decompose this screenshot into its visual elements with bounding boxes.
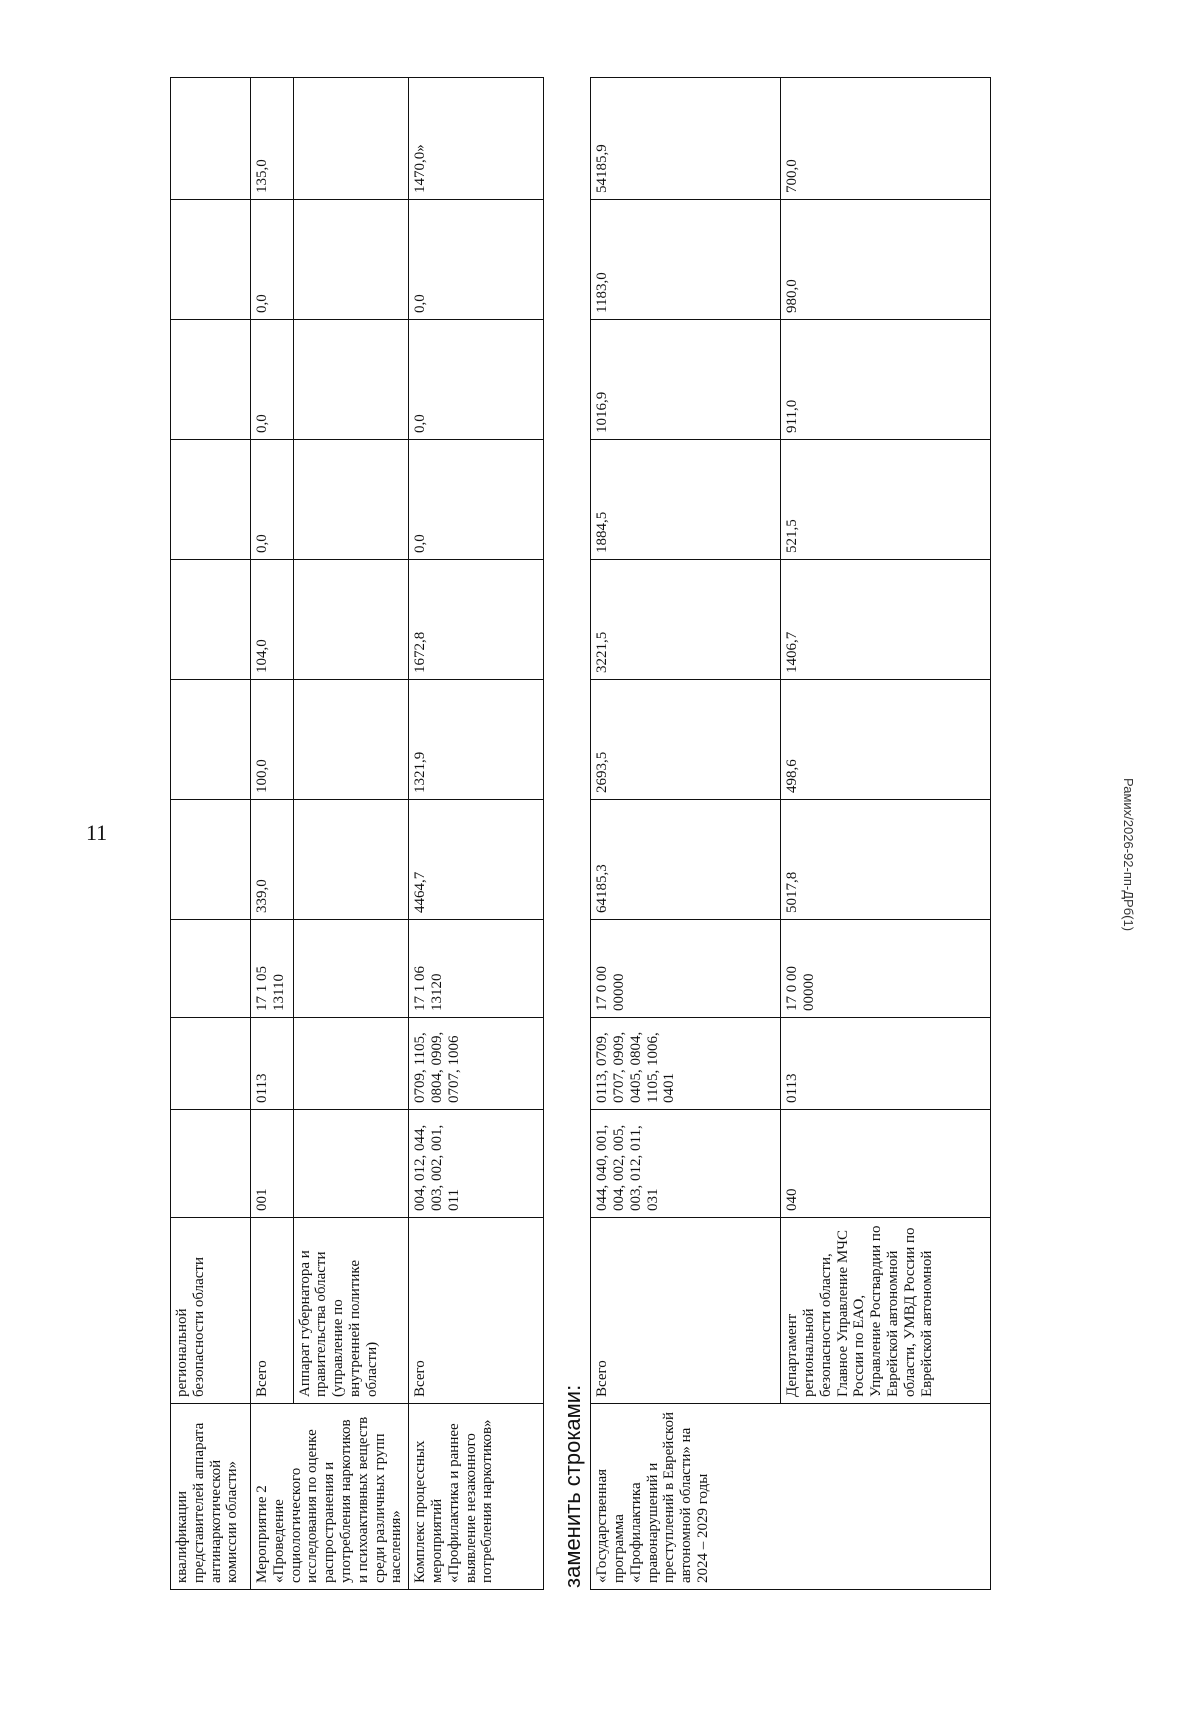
value-cell: 0,0 (409, 440, 544, 560)
table-row (251, 78, 294, 1590)
measure-name-cell: Комплекс процессных мероприятий «Профилактика и раннее выявление незаконного потребления наркотиков» (409, 1404, 544, 1590)
rz-cell: 0113 (781, 1018, 991, 1110)
executor-cell: Всего (251, 1218, 294, 1404)
page-number: 11 (86, 820, 108, 845)
value-cell: 1406,7 (781, 560, 991, 680)
csr-cell (171, 920, 251, 1018)
value-cell: 980,0 (781, 200, 991, 320)
document-code: Рамиx/2026-92-пп-ДРб(1) (1121, 778, 1136, 932)
value-cell (293, 680, 409, 800)
value-cell: 54185,9 (591, 78, 781, 200)
executor-cell: Всего (409, 1218, 544, 1404)
executor-cell: Департамент региональной безопасности области, Главное Управление МЧС России по ЕАО, Управление Росгвардии по Еврейской автономной области, УМВД России по Еврейской автономной (781, 1218, 991, 1404)
measure-name-cell: Мероприятие 2 «Проведение социологического исследования по оценке распространения и употребления наркотиков и психоактивных веществ среди различных групп населения» (251, 1404, 409, 1590)
value-cell (171, 320, 251, 440)
value-cell: 1672,8 (409, 560, 544, 680)
csr-cell: 17 1 06 13120 (409, 920, 544, 1018)
table-row (409, 78, 544, 1590)
program-name-cell: «Государственная программа «Профилактика правонарушений и преступлений в Еврейской автономной области» на 2024 – 2029 годы (591, 1404, 991, 1590)
upper-table (170, 77, 544, 1590)
value-cell (171, 800, 251, 920)
measure-name-cell: квалификации представителей аппарата антинаркотической комиссии области» (171, 1404, 251, 1590)
value-cell: 911,0 (781, 320, 991, 440)
value-cell: 5017,8 (781, 800, 991, 920)
value-cell: 1884,5 (591, 440, 781, 560)
table-row (781, 78, 991, 1590)
grbs-cell (293, 1110, 409, 1218)
value-cell: 100,0 (251, 680, 294, 800)
grbs-cell: 040 (781, 1110, 991, 1218)
csr-cell: 17 1 05 13110 (251, 920, 294, 1018)
value-cell: 104,0 (251, 560, 294, 680)
executor-cell: Аппарат губернатора и правительства области (управление по внутренней политике области) (293, 1218, 409, 1404)
value-cell: 521,5 (781, 440, 991, 560)
value-cell: 0,0 (409, 200, 544, 320)
value-cell: 700,0 (781, 78, 991, 200)
executor-cell: Всего (591, 1218, 781, 1404)
lower-table (590, 77, 991, 1590)
value-cell: 0,0 (409, 320, 544, 440)
value-cell: 2693,5 (591, 680, 781, 800)
value-cell: 0,0 (251, 320, 294, 440)
rz-cell (171, 1018, 251, 1110)
table-row (293, 78, 409, 1590)
csr-cell (293, 920, 409, 1018)
grbs-cell: 044, 040, 001, 004, 002, 005, 003, 012, 011, 031 (591, 1110, 781, 1218)
value-cell: 339,0 (251, 800, 294, 920)
value-cell (171, 440, 251, 560)
table-row (591, 78, 781, 1590)
grbs-cell: 001 (251, 1110, 294, 1218)
value-cell (293, 320, 409, 440)
value-cell: 0,0 (251, 440, 294, 560)
value-cell (171, 78, 251, 200)
value-cell (171, 200, 251, 320)
value-cell: 1016,9 (591, 320, 781, 440)
value-cell (293, 440, 409, 560)
rz-cell: 0113, 0709, 0707, 0909, 0405, 0804, 1105, 1006, 0401 (591, 1018, 781, 1110)
csr-cell: 17 0 00 00000 (781, 920, 991, 1018)
value-cell (293, 78, 409, 200)
value-cell: 135,0 (251, 78, 294, 200)
value-cell: 4464,7 (409, 800, 544, 920)
table-row (171, 78, 251, 1590)
value-cell (171, 680, 251, 800)
value-cell: 1321,9 (409, 680, 544, 800)
executor-cell: региональной безопасности области (171, 1218, 251, 1404)
rz-cell: 0709, 1105, 0804, 0909, 0707, 1006 (409, 1018, 544, 1110)
rz-cell: 0113 (251, 1018, 294, 1110)
value-cell (293, 560, 409, 680)
value-cell: 1470,0» (409, 78, 544, 200)
value-cell: 64185,3 (591, 800, 781, 920)
rotated-content (170, 70, 1070, 1590)
value-cell: 1183,0 (591, 200, 781, 320)
value-cell: 498,6 (781, 680, 991, 800)
csr-cell: 17 0 00 00000 (591, 920, 781, 1018)
value-cell (293, 800, 409, 920)
value-cell (293, 200, 409, 320)
replace-heading: заменить строками: (560, 1384, 586, 1588)
grbs-cell: 004, 012, 044, 003, 002, 001, 011 (409, 1110, 544, 1218)
value-cell: 3221,5 (591, 560, 781, 680)
grbs-cell (171, 1110, 251, 1218)
rz-cell (293, 1018, 409, 1110)
value-cell (171, 560, 251, 680)
value-cell: 0,0 (251, 200, 294, 320)
